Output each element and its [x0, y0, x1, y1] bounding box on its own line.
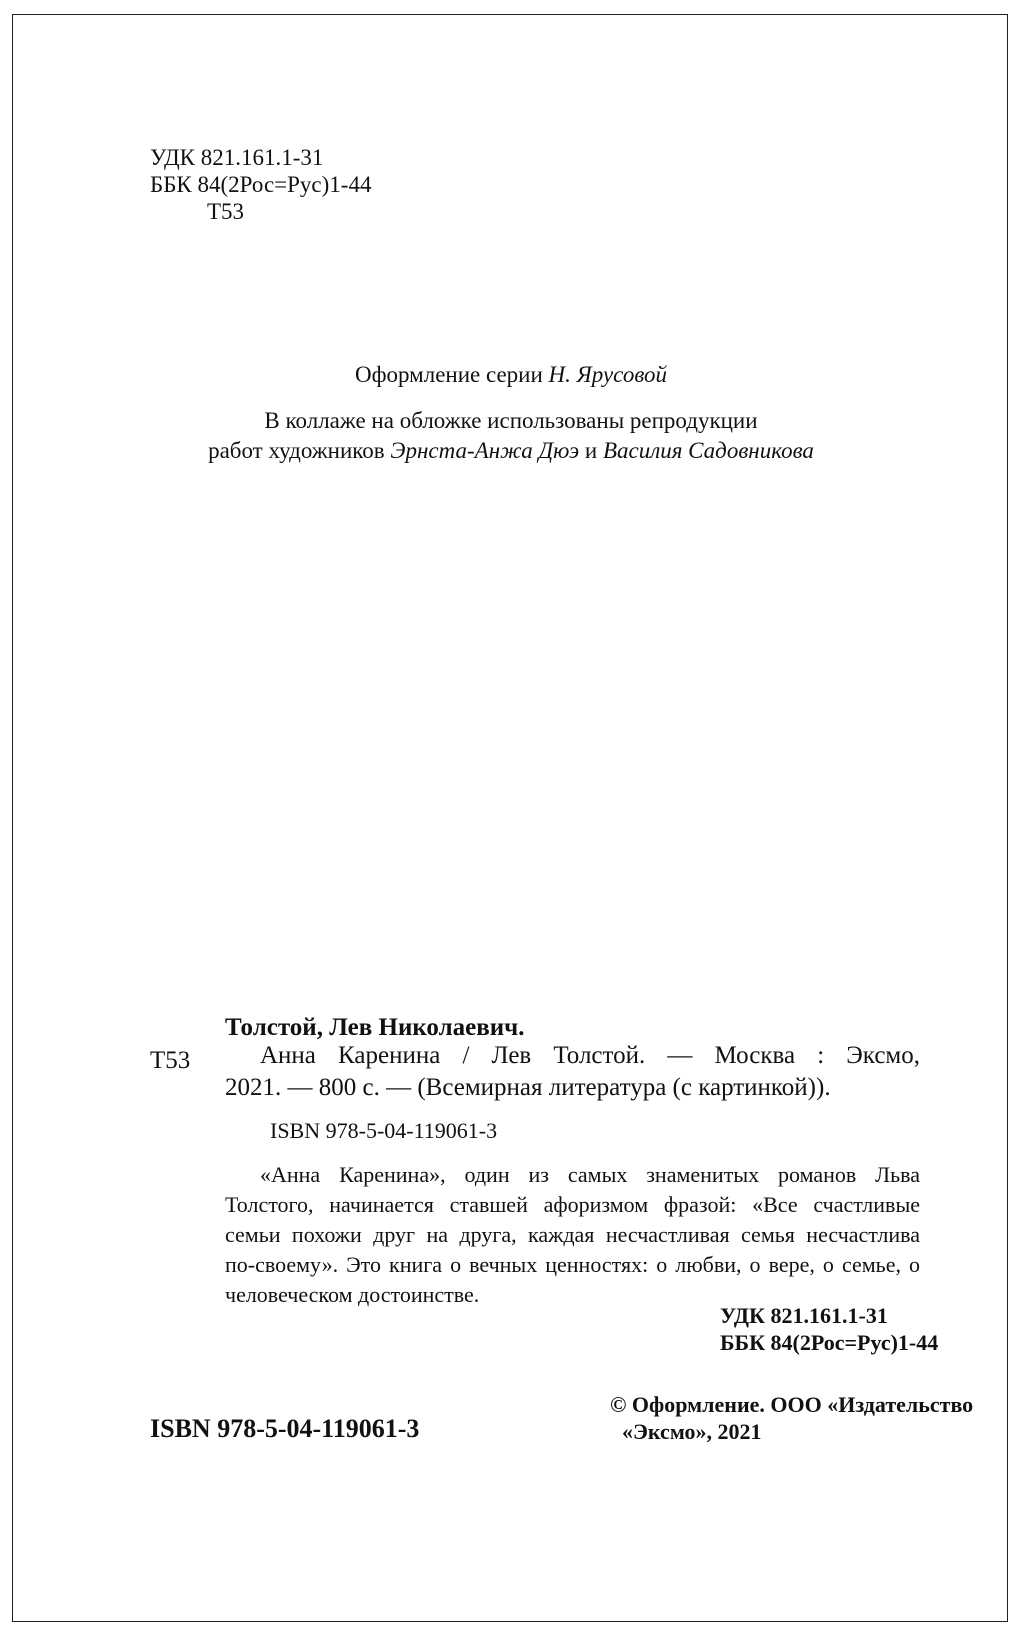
- annotation-line: человеческом достоинстве.: [225, 1282, 480, 1307]
- catalog-title-line2: 2021. — 800 с. — (Всемирная литература (с картинкой)).: [225, 1074, 831, 1101]
- series-designer-name: Н. Ярусовой: [548, 362, 667, 387]
- annotation-line: по-своему». Это книга о вечных ценностях: о любви, о вере, о семье, о: [225, 1252, 920, 1277]
- artist-1: Эрнста-Анжа Дюэ: [390, 438, 580, 463]
- copyright-line2: «Эксмо», 2021: [622, 1419, 762, 1444]
- collage-credit-line2: [0, 436, 1022, 466]
- copyright-line1: © Оформление. ООО «Издательство: [610, 1392, 974, 1417]
- catalog-title-line1: Анна Каренина / Лев Толстой. — Москва : Эксмо,: [260, 1042, 920, 1069]
- series-design-credit: [0, 360, 1022, 390]
- header-bbk: ББК 84(2Рос=Рус)1-44: [150, 172, 372, 197]
- collage-credit-line1: В коллаже на обложке использованы репродукции: [264, 408, 758, 433]
- page-border: [12, 14, 1008, 1622]
- header-udk: УДК 821.161.1-31: [150, 145, 324, 170]
- artist-2: Василия Садовникова: [602, 438, 814, 463]
- annotation-line: Толстого, начинается ставшей афоризмом фразой: «Все счастливые: [225, 1192, 920, 1217]
- header-author-mark: Т53: [207, 199, 245, 224]
- series-design-prefix: Оформление серии: [355, 362, 549, 387]
- catalog-bbk: ББК 84(2Рос=Рус)1-44: [720, 1330, 939, 1355]
- catalog-udk: УДК 821.161.1-31: [720, 1303, 888, 1328]
- collage-prefix: работ художников: [208, 438, 391, 463]
- artist-conjunction: и: [579, 438, 603, 463]
- annotation-line: «Анна Каренина», один из самых знаменитых романов Льва: [260, 1162, 920, 1187]
- footer-isbn: ISBN 978-5-04-119061-3: [150, 1414, 420, 1443]
- catalog-author: Толстой, Лев Николаевич.: [225, 1014, 525, 1041]
- catalog-isbn: ISBN 978-5-04-119061-3: [270, 1118, 498, 1143]
- catalog-author-mark: Т53: [150, 1047, 191, 1074]
- annotation-line: семьи похожи друг на друга, каждая несчастливая семья несчастлива: [225, 1222, 920, 1247]
